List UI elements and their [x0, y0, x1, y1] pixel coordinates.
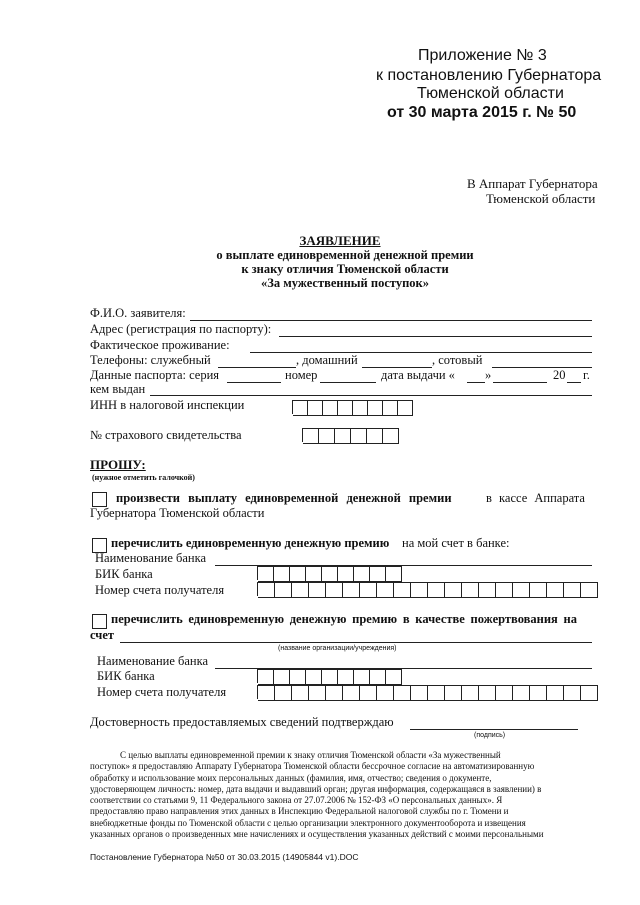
recipient-line2: Тюменской области [486, 191, 596, 206]
fio-input-line[interactable] [190, 320, 592, 321]
phone-work-label: Телефоны: служебный [90, 353, 211, 367]
fio-label: Ф.И.О. заявителя: [90, 306, 186, 320]
bik-cells-2[interactable] [257, 669, 398, 683]
digit-cell[interactable] [309, 582, 326, 598]
account-cells[interactable] [257, 582, 598, 596]
consent-line: поступок» я предоставляю Аппарату Губернатора Тюменской области бессрочное согласие на автоматизированную [90, 761, 535, 772]
bik-label-2: БИК банка [97, 669, 155, 683]
digit-cell[interactable] [258, 582, 275, 598]
digit-cell[interactable] [370, 566, 386, 582]
digit-cell[interactable] [386, 669, 402, 685]
issue-date-quote: » [485, 368, 492, 382]
option-donation-label: перечислить единовременную денежную премию в качестве пожертвования на [111, 612, 577, 626]
consent-line: внебюджетные фонды по Тюменской области с целью организации электронного документооборота и извещения [90, 817, 526, 828]
digit-cell[interactable] [306, 669, 322, 685]
digit-cell[interactable] [386, 566, 402, 582]
inn-label: ИНН в налоговой инспекции [90, 398, 245, 412]
bank-name-label-2: Наименование банка [97, 654, 209, 668]
digit-cell[interactable] [411, 685, 428, 701]
consent-line: соответствии со статьями 9, 11 Федерального закона от 27.07.2006 № 152-ФЗ «О персональных данных». Я [90, 795, 503, 806]
phone-mobile-input-line[interactable] [492, 367, 592, 368]
digit-cell[interactable] [445, 582, 462, 598]
account-label-2: Номер счета получателя [97, 685, 227, 699]
digit-cell[interactable] [275, 685, 292, 701]
consent-line: предоставляю право направления этих данных в Инспекцию Федеральной налоговой службы по г. Тюмени и [90, 806, 509, 817]
doc-subtitle-3: «За мужественный поступок» [260, 276, 430, 290]
account-label: Номер счета получателя [95, 583, 225, 597]
appendix-label: Приложение № 3 [418, 47, 547, 64]
doc-subtitle-2: к знаку отличия Тюменской области [241, 262, 449, 276]
resolution-label: к постановлению Губернатора [376, 67, 602, 84]
issued-by-label: кем выдан [90, 382, 146, 396]
digit-cell[interactable] [274, 669, 290, 685]
issue-year-prefix: 20 [553, 368, 566, 382]
digit-cell[interactable] [581, 582, 598, 598]
bik-cells[interactable] [257, 566, 398, 580]
digit-cell[interactable] [343, 582, 360, 598]
issue-month-input-line[interactable] [493, 382, 547, 383]
digit-cell[interactable] [547, 685, 564, 701]
consent-line: удостоверяющем личность: номер, дата выдачи и выдавший орган; другая информация, содержащаяся в заявлении) в [90, 783, 542, 794]
doc-title: ЗАЯВЛЕНИЕ [299, 233, 381, 248]
digit-cell[interactable] [322, 669, 338, 685]
digit-cell[interactable] [274, 566, 290, 582]
request-note: (нужное отметить галочкой) [92, 473, 195, 482]
digit-cell[interactable] [360, 685, 377, 701]
digit-cell[interactable] [309, 685, 326, 701]
digit-cell[interactable] [258, 566, 274, 582]
digit-cell[interactable] [326, 685, 343, 701]
snils-label: № страхового свидетельства [90, 428, 242, 442]
issue-date-label: дата выдачи « [381, 368, 455, 382]
option-bank-label-tail: на мой счет в банке: [402, 536, 510, 550]
consent-paragraph [90, 750, 590, 840]
option-cash-label-cont: Губернатора Тюменской области [90, 506, 265, 520]
bank-name-label: Наименование банка [95, 551, 207, 565]
option-cash-checkbox[interactable] [92, 492, 107, 507]
option-donation-account-label: счет [90, 628, 115, 642]
passport-series-label: Данные паспорта: серия [90, 368, 220, 382]
account-cells-2[interactable] [257, 685, 598, 699]
digit-cell[interactable] [292, 685, 309, 701]
bik-label: БИК банка [95, 567, 153, 581]
resolution-date: от 30 марта 2015 г. № 50 [387, 104, 577, 121]
digit-cell[interactable] [530, 685, 547, 701]
confirm-label: Достоверность предоставляемых сведений подтверждаю [90, 715, 394, 729]
digit-cell[interactable] [445, 685, 462, 701]
digit-cell[interactable] [377, 685, 394, 701]
digit-cell[interactable] [394, 685, 411, 701]
option-cash-label: произвести выплату единовременной денежной премии [116, 491, 452, 505]
digit-cell[interactable] [513, 685, 530, 701]
recipient-line1: В Аппарат Губернатора [467, 176, 598, 191]
digit-cell[interactable] [496, 685, 513, 701]
digit-cell[interactable] [462, 685, 479, 701]
digit-cell[interactable] [428, 582, 445, 598]
issue-day-input-line[interactable] [467, 382, 485, 383]
digit-cell[interactable] [326, 582, 343, 598]
phone-mobile-label: , сотовый [432, 353, 483, 367]
digit-cell[interactable] [394, 582, 411, 598]
inn-cells[interactable] [292, 400, 413, 414]
signature-input-line[interactable] [410, 729, 578, 730]
digit-cell[interactable] [258, 669, 274, 685]
actual-residence-label: Фактическое проживание: [90, 338, 230, 352]
option-donation-checkbox[interactable] [92, 614, 107, 629]
digit-cell[interactable] [258, 685, 275, 701]
digit-cell[interactable] [462, 582, 479, 598]
digit-cell[interactable] [513, 582, 530, 598]
organization-note: (название организации/учреждения) [278, 645, 397, 652]
digit-cell[interactable] [292, 582, 309, 598]
digit-cell[interactable] [306, 566, 322, 582]
digit-cell[interactable] [370, 669, 386, 685]
organization-input-line[interactable] [120, 642, 592, 643]
doc-subtitle-1: о выплате единовременной денежной премии [216, 248, 474, 262]
digit-cell[interactable] [354, 669, 370, 685]
digit-cell[interactable] [360, 582, 377, 598]
issue-year-suffix: г. [583, 368, 590, 382]
consent-line: С целью выплаты единовременной премии к знаку отличия Тюменской области «За мужественный [120, 750, 501, 760]
address-label: Адрес (регистрация по паспорту): [90, 322, 272, 336]
digit-cell[interactable] [530, 582, 547, 598]
digit-cell[interactable] [547, 582, 564, 598]
digit-cell[interactable] [290, 566, 306, 582]
digit-cell[interactable] [564, 685, 581, 701]
digit-cell[interactable] [564, 582, 581, 598]
phone-home-label: , домашний [296, 353, 358, 367]
digit-cell[interactable] [428, 685, 445, 701]
issue-year-input-line[interactable] [567, 382, 581, 383]
digit-cell[interactable] [411, 582, 428, 598]
passport-series-input-line[interactable] [227, 382, 281, 383]
region-label: Тюменской области [417, 85, 564, 102]
passport-number-input-line[interactable] [320, 382, 376, 383]
digit-cell[interactable] [377, 582, 394, 598]
digit-cell[interactable] [338, 566, 354, 582]
digit-cell[interactable] [275, 582, 292, 598]
consent-line: обработку и использование моих персональных данных (фамилия, имя, отчество; сведения о документе, [90, 772, 492, 783]
passport-number-label: номер [285, 368, 318, 382]
snils-cells[interactable] [302, 428, 400, 442]
digit-cell[interactable] [496, 582, 513, 598]
request-heading: ПРОШУ: [90, 457, 146, 472]
digit-cell[interactable] [343, 685, 360, 701]
digit-cell[interactable] [479, 582, 496, 598]
address-input-line[interactable] [279, 336, 592, 337]
digit-cell[interactable] [581, 685, 598, 701]
digit-cell[interactable] [290, 669, 306, 685]
option-cash-label-tail: в кассе Аппарата [486, 491, 585, 505]
issued-by-input-line[interactable] [150, 395, 592, 396]
digit-cell[interactable] [479, 685, 496, 701]
digit-cell[interactable] [322, 566, 338, 582]
consent-line: указанных органов о произведенных мне начислениях и осуществления указанных действий с моими персональными [90, 829, 544, 840]
digit-cell[interactable] [354, 566, 370, 582]
signature-note: (подпись) [474, 732, 506, 739]
footer-filename: Постановление Губернатора №50 от 30.03.2015 (14905844 v1).DOC [90, 852, 359, 862]
option-bank-label: перечислить единовременную денежную премию [111, 536, 390, 550]
digit-cell[interactable] [338, 669, 354, 685]
